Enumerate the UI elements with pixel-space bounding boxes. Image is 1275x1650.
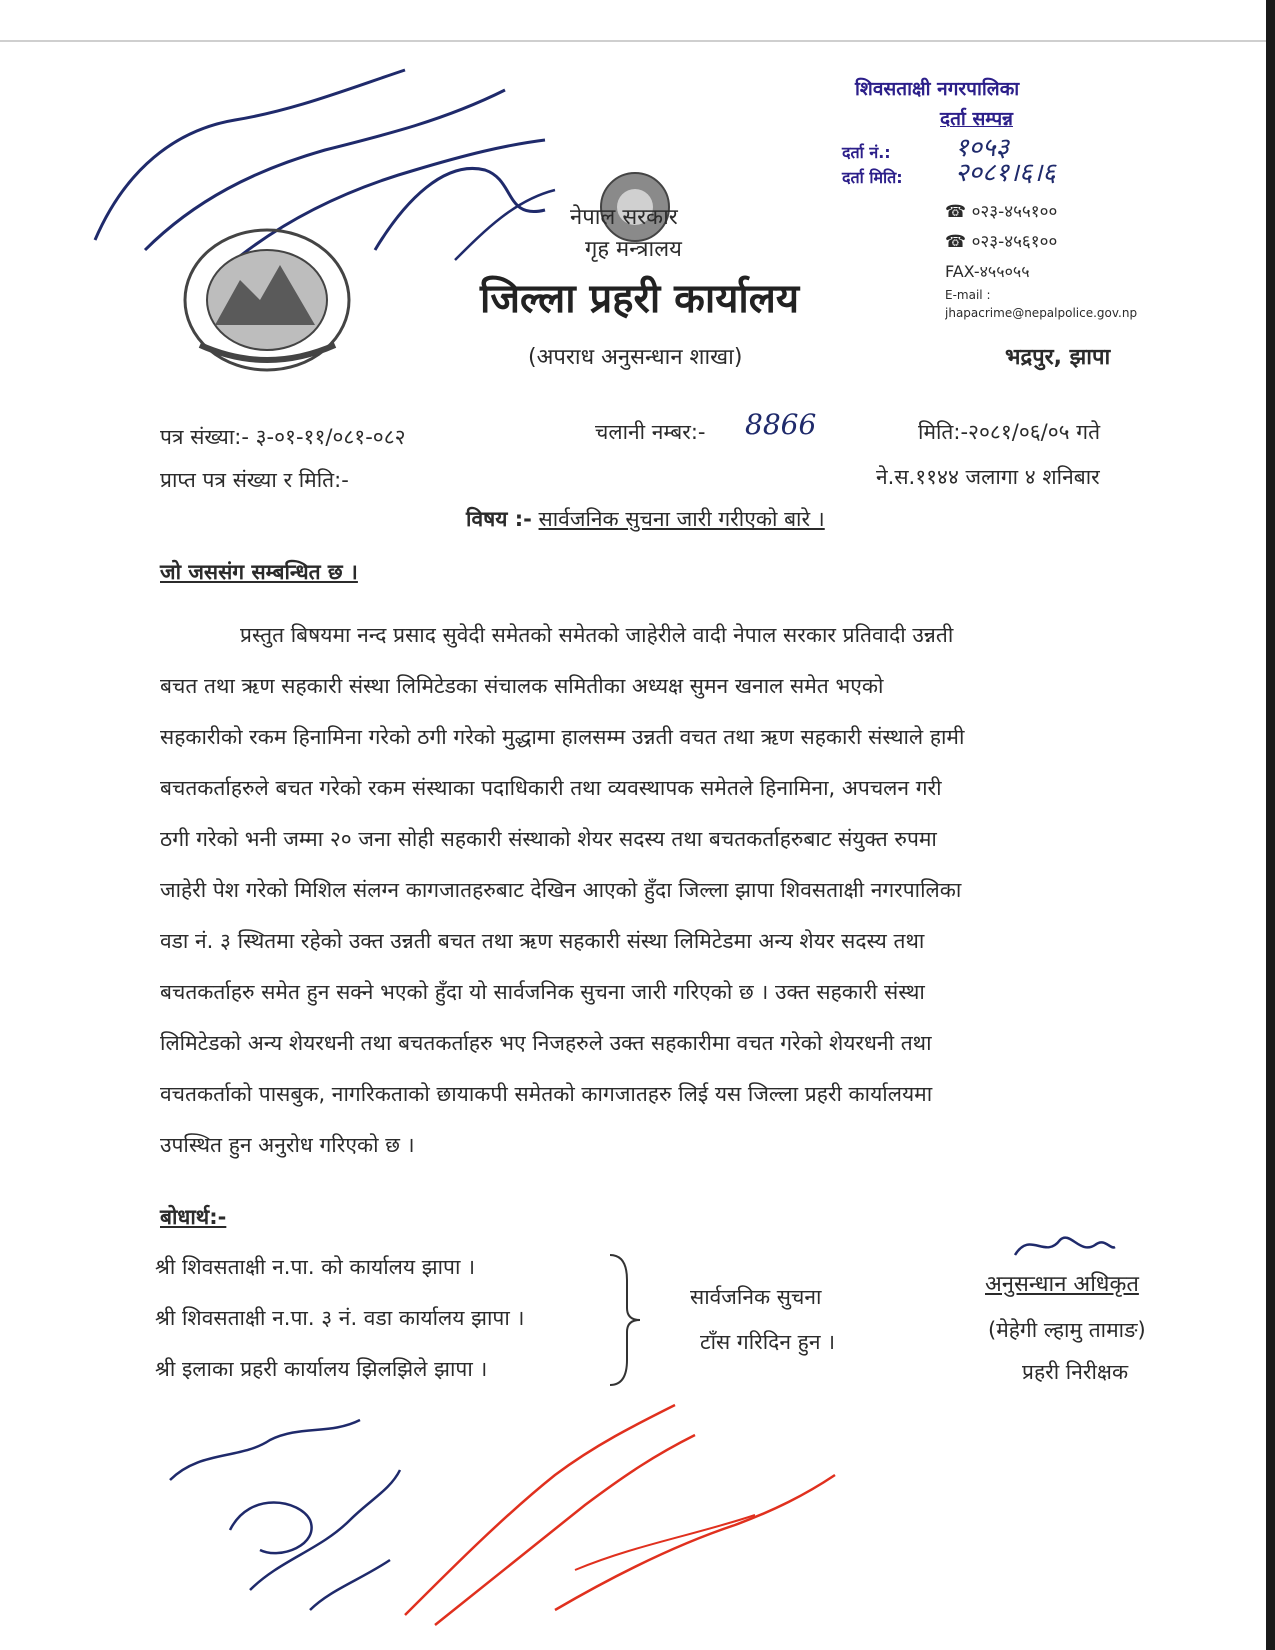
subject-text: सार्वजनिक सुचना जारी गरीएको बारे ।: [538, 507, 825, 531]
phone-2-value: ०२३-४५६१००: [971, 232, 1058, 252]
fax-number: FAX-४५५०५५: [945, 262, 1030, 281]
office-title: जिल्ला प्रहरी कार्यालय: [480, 276, 800, 322]
stamp-reg-date-label: दर्ता मिति:: [842, 168, 903, 187]
body-line: सहकारीको रकम हिनामिना गरेको ठगी गरेको मुद्धामा हालसम्म उन्नती वचत तथा ऋण सहकारी संस्थाले हामी: [160, 725, 965, 749]
handwritten-note-red: [395, 1395, 845, 1630]
handwritten-note-blue: [160, 1410, 420, 1620]
nepal-sambat-date: ने.स.११४४ जलागा ४ शनिबार: [876, 465, 1100, 489]
letter-number: पत्र संख्या:- ३-०१-११/०८१-०८२: [160, 425, 406, 449]
stamp-municipality: शिवसताक्षी नगरपालिका: [855, 78, 1020, 100]
phone-1-value: ०२३-४५५१००: [971, 202, 1058, 222]
signatory-rank: प्रहरी निरीक्षक: [1022, 1360, 1129, 1384]
govt-name: नेपाल सरकार: [570, 205, 678, 230]
body-line: बचतकर्ताहरु समेत हुन सक्ने भएको हुँदा यो सार्वजनिक सुचना जारी गरिएको छ । उक्त सहकारी संस्था: [160, 980, 925, 1004]
body-line: प्रस्तुत बिषयमा नन्द प्रसाद सुवेदी समेतको समेतको जाहेरीले वादी नेपाल सरकार प्रतिवादी उन्नती: [240, 623, 954, 647]
body-line: जाहेरी पेश गरेको मिशिल संलग्न कागजातहरुबाट देखिन आएको हुँदा जिल्ला झापा शिवसताक्षी नगरपालिका: [160, 878, 962, 902]
page-right-edge: [1266, 0, 1275, 1650]
signature-icon: [1010, 1225, 1120, 1265]
letter-date: मिति:-२०८१/०६/०५ गते: [918, 420, 1101, 444]
salutation: जो जससंग सम्बन्धित छ ।: [160, 560, 358, 584]
body-line: वचतकर्ताको पासबुक, नागरिकताको छायाकपी समेतको कागजातहरु लिई यस जिल्ला प्रहरी कार्यालयमा: [160, 1082, 933, 1106]
phone-1: ☎ ०२३-४५५१००: [945, 202, 1058, 222]
received-reference: प्राप्त पत्र संख्या र मिति:-: [160, 468, 349, 492]
body-line: बचतकर्ताहरुले बचत गरेको रकम संस्थाका पदाधिकारी तथा व्यवस्थापक समेतले हिनामिना, अपचलन गरी: [160, 776, 942, 800]
cc-brace-icon: [605, 1250, 645, 1390]
cc-note-line-1: सार्वजनिक सुचना: [690, 1285, 822, 1309]
cc-item: श्री शिवसताक्षी न.पा. ३ नं. वडा कार्यालय झापा ।: [155, 1306, 525, 1330]
body-line: वडा नं. ३ स्थितमा रहेको उक्त उन्नती बचत तथा ऋण सहकारी संस्था लिमिटेडमा अन्य शेयर सदस्य तथा: [160, 929, 925, 953]
ministry-name: गृह मन्त्रालय: [585, 237, 682, 262]
phone-2: ☎ ०२३-४५६१००: [945, 232, 1058, 252]
cc-label: बोधार्थ:-: [160, 1205, 227, 1229]
branch-name: (अपराध अनुसन्धान शाखा): [528, 345, 743, 370]
dispatch-label: चलानी नम्बर:-: [595, 420, 706, 444]
body-paragraph: [160, 610, 1190, 1171]
email-label: E-mail :: [945, 288, 991, 302]
stamp-reg-date: २०८१।६।६: [955, 158, 1056, 188]
body-line: ठगी गरेको भनी जम्मा २० जना सोही सहकारी संस्थाको शेयर सदस्य तथा बचतकर्ताहरुबाट संयुक्त रुपमा: [160, 827, 937, 851]
body-line: बचत तथा ऋण सहकारी संस्था लिमिटेडका संचालक समितीका अध्यक्ष सुमन खनाल समेत भएको: [160, 674, 884, 698]
stamp-reg-no-label: दर्ता नं.:: [842, 143, 891, 162]
cc-note-line-2: टाँस गरिदिन हुन ।: [700, 1330, 836, 1354]
signatory-name: (मेहेगी ल्हामु तामाङ): [988, 1318, 1146, 1342]
body-line: उपस्थित हुन अनुरोध गरिएको छ ।: [160, 1133, 415, 1157]
nepal-police-emblem-icon: [180, 225, 355, 375]
email-address: jhapacrime@nepalpolice.gov.np: [945, 306, 1138, 320]
stamp-reg-no: १०५३: [955, 133, 1010, 163]
cc-item: श्री इलाका प्रहरी कार्यालय झिलझिले झापा ।: [155, 1357, 488, 1381]
stamp-registered: दर्ता सम्पन्न: [940, 108, 1013, 130]
subject-line: [466, 507, 825, 532]
body-line: लिमिटेडको अन्य शेयरधनी तथा बचतकर्ताहरु भए निजहरुले उक्त सहकारीमा वचत गरेको शेयरधनी तथा: [160, 1031, 932, 1055]
signatory-title: अनुसन्धान अधिकृत: [985, 1272, 1139, 1297]
dispatch-number: 8866: [745, 408, 817, 441]
cc-item: श्री शिवसताक्षी न.पा. को कार्यालय झापा ।: [155, 1255, 476, 1279]
page-top-edge: [0, 40, 1266, 42]
subject-label: विषय :-: [466, 507, 532, 531]
location: भद्रपुर, झापा: [1005, 345, 1111, 370]
